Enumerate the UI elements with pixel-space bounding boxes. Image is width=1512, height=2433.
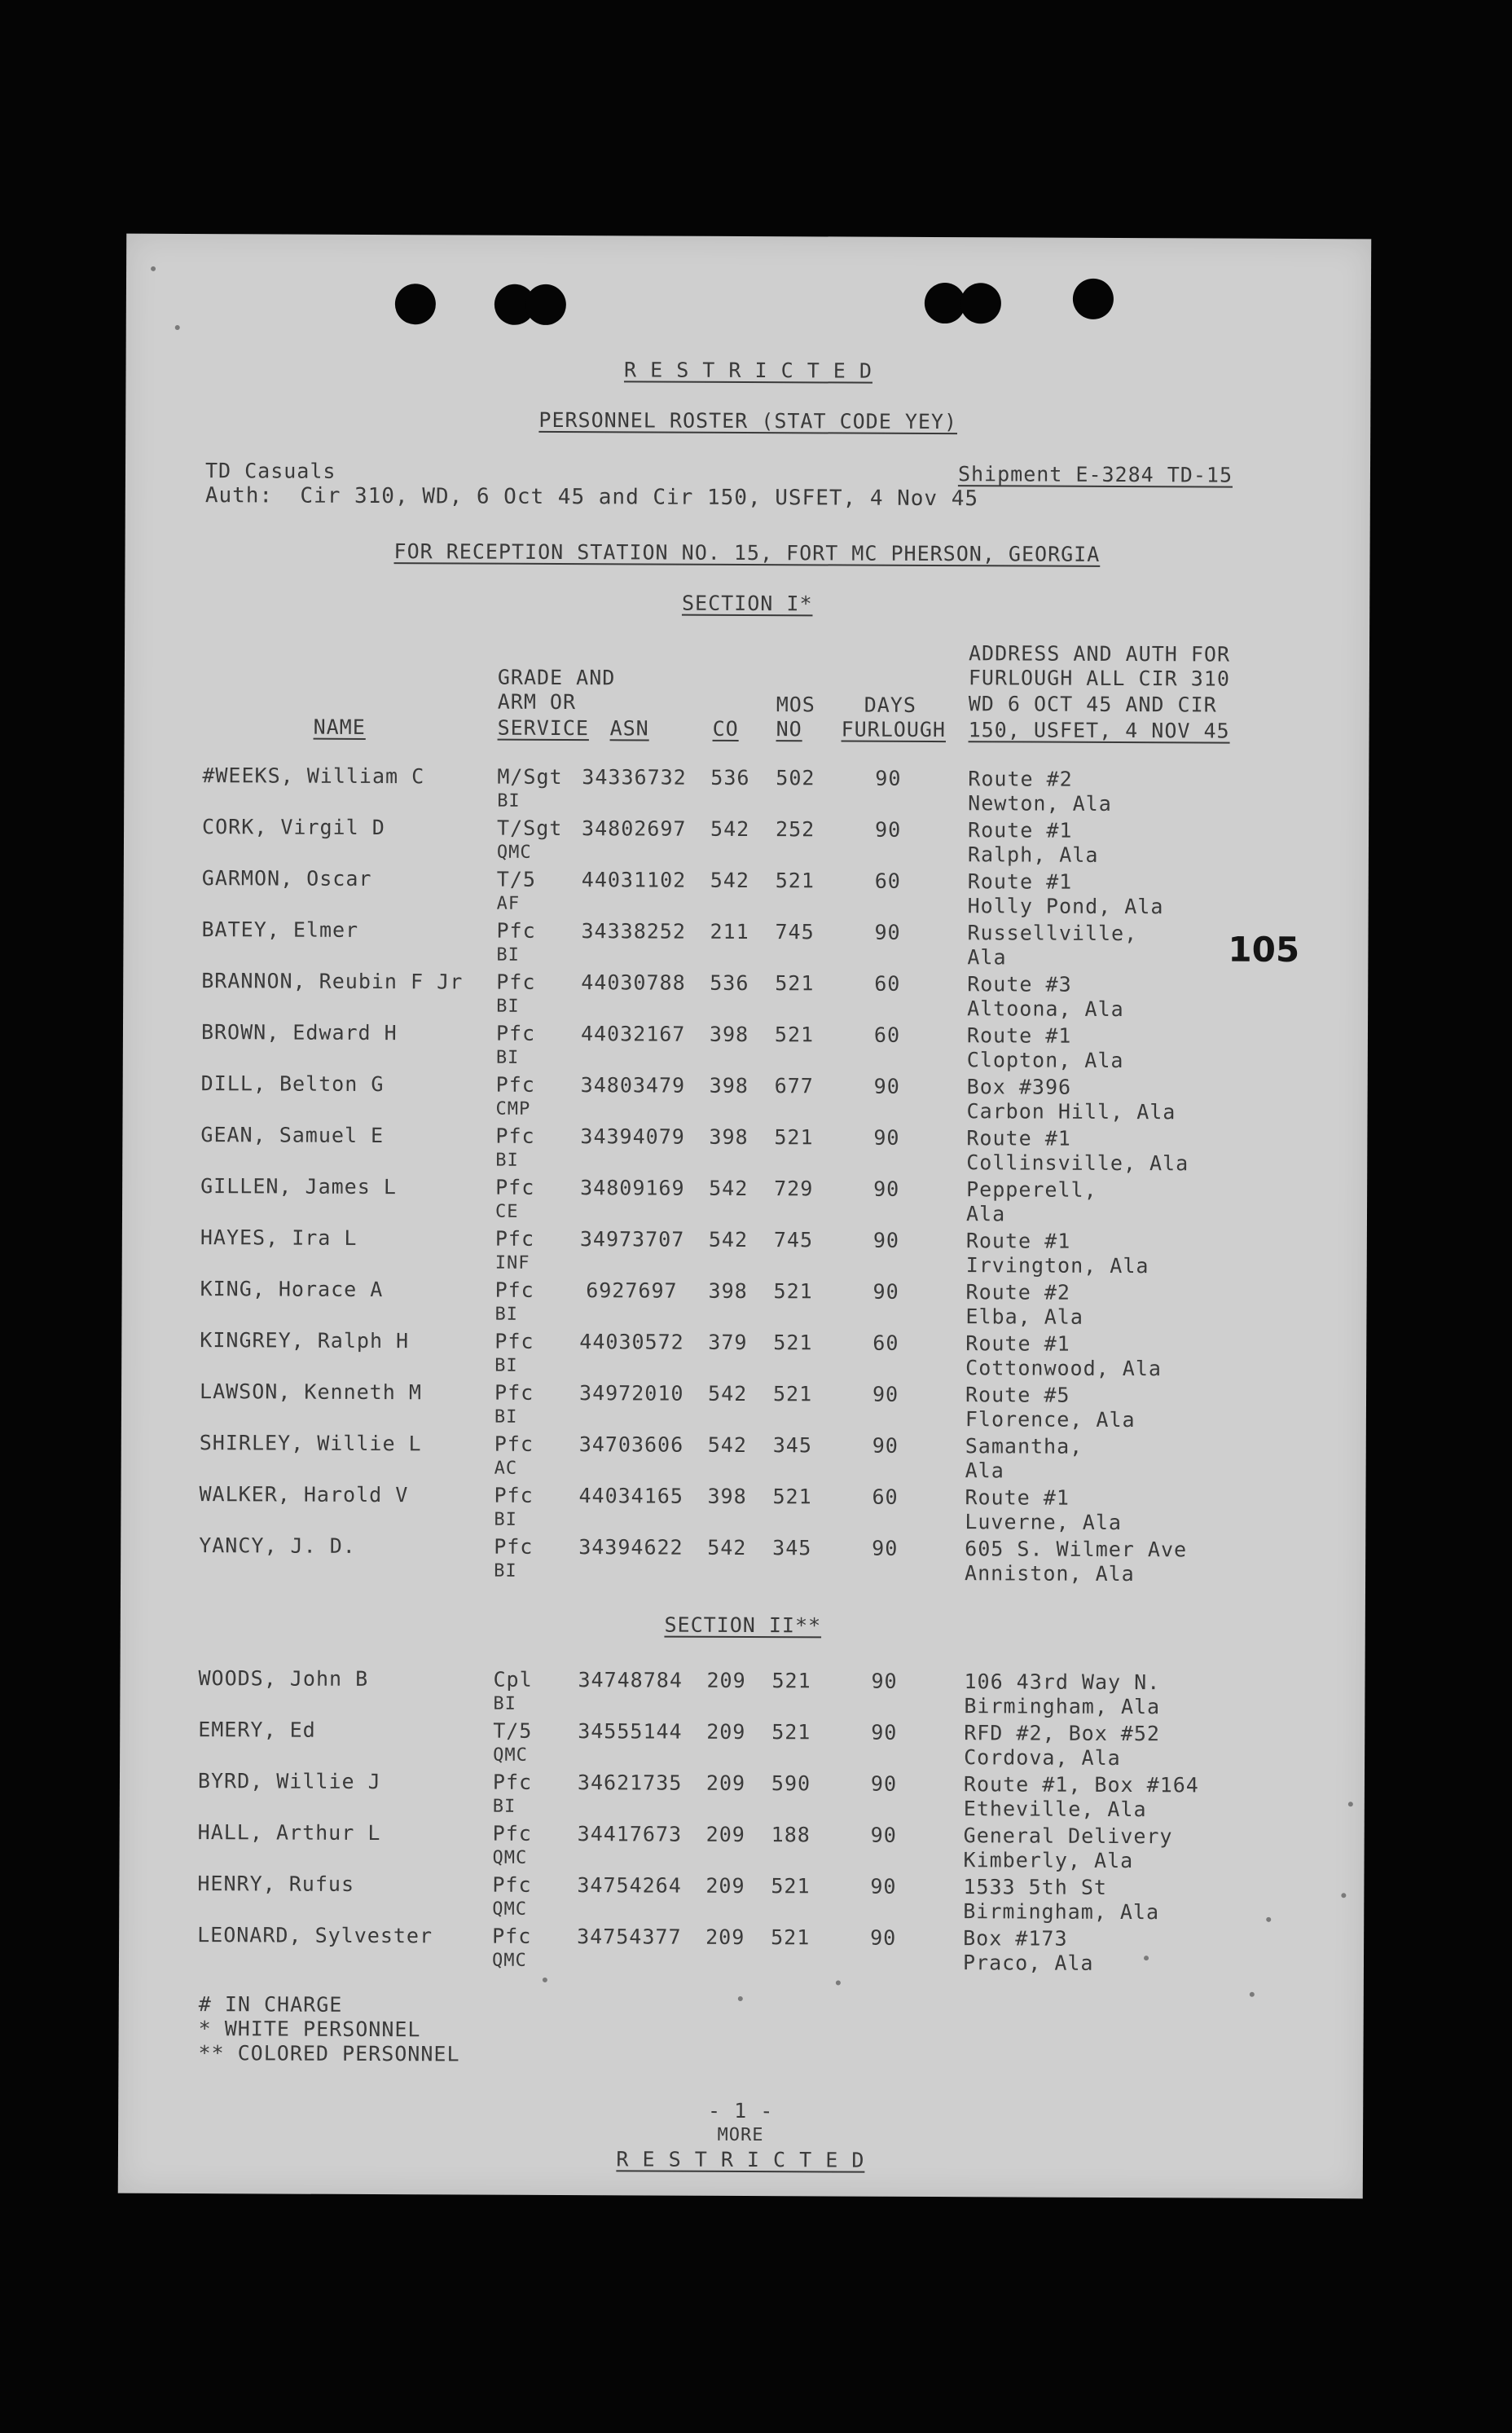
furlough-days: 60	[873, 1023, 901, 1047]
asn-number: 34417673	[577, 1822, 683, 1846]
person-name: GILLEN, James L	[200, 1174, 397, 1199]
legend-colored-personnel: ** COLORED PERSONNEL	[198, 2041, 460, 2066]
mos-number: 502	[776, 766, 815, 790]
address-line2: Luverne, Ala	[965, 1510, 1123, 1535]
speck	[836, 1980, 841, 1985]
asn-number: 34803479	[580, 1073, 686, 1098]
speck	[738, 1996, 743, 2001]
company: 211	[710, 919, 749, 944]
grade: Pfc	[494, 1329, 534, 1353]
person-name: LAWSON, Kenneth M	[199, 1379, 422, 1405]
address-line1: Box #396	[966, 1075, 1072, 1099]
punch-hole	[525, 284, 566, 325]
address-line2: Collinsville, Ala	[966, 1151, 1189, 1176]
asn-number: 34338252	[581, 919, 687, 944]
asn-number: 34394622	[578, 1535, 683, 1560]
furlough-days: 60	[874, 971, 901, 996]
mos-number: 521	[774, 1125, 814, 1150]
address-line2: Birmingham, Ala	[963, 1899, 1160, 1925]
arm-of-service: INF	[494, 1252, 530, 1274]
furlough-days: 90	[873, 1125, 900, 1150]
speck	[1266, 1917, 1271, 1922]
mos-number: 521	[771, 1925, 811, 1950]
arm-of-service: QMC	[492, 1898, 528, 1920]
grade: M/Sgt	[497, 764, 563, 790]
mos-number: 590	[771, 1771, 811, 1796]
col-days-line2: FURLOUGH	[841, 717, 947, 742]
grade: Pfc	[492, 1924, 532, 1948]
address-line1: Route #1	[965, 1229, 1071, 1253]
address-line2: Ralph, Ala	[967, 843, 1099, 867]
col-name: NAME	[313, 715, 366, 739]
asn-number: 34394079	[580, 1124, 685, 1149]
address-line1: Samantha,	[965, 1434, 1083, 1458]
address-line1: Route #2	[965, 1280, 1071, 1304]
furlough-days: 90	[872, 1382, 899, 1406]
arm-of-service: BI	[497, 790, 521, 812]
col-grade-line2: ARM OR	[497, 689, 577, 715]
company: 542	[708, 1227, 749, 1252]
grade: T/5	[496, 867, 537, 891]
grade: Pfc	[492, 1872, 532, 1897]
address-line2: Etheville, Ala	[963, 1797, 1147, 1822]
address-line2: Ala	[965, 1202, 1006, 1226]
furlough-days: 90	[870, 1874, 897, 1898]
furlough-days: 90	[872, 1279, 899, 1304]
address-line2: Birmingham, Ala	[964, 1694, 1161, 1719]
punch-hole	[395, 284, 436, 324]
grade: Pfc	[494, 1534, 534, 1559]
person-name: DILL, Belton G	[200, 1071, 385, 1097]
person-name: GARMON, Oscar	[201, 866, 372, 891]
person-name: KINGREY, Ralph H	[200, 1328, 410, 1353]
asn-number: 34336732	[582, 765, 687, 790]
person-name: EMERY, Ed	[198, 1718, 316, 1742]
company: 398	[708, 1278, 748, 1304]
address-line2: Praco, Ala	[962, 1951, 1094, 1975]
furlough-days: 90	[871, 1720, 898, 1744]
col-mos-line2: NO	[776, 717, 802, 741]
person-name: #WEEKS, William C	[202, 763, 425, 789]
arm-of-service: BI	[495, 1047, 520, 1068]
address-line2: Elba, Ala	[965, 1304, 1083, 1329]
arm-of-service: BI	[492, 1796, 516, 1817]
col-mos-line1: MOS	[776, 693, 815, 717]
company: 209	[705, 1925, 745, 1950]
person-name: HALL, Arthur L	[197, 1820, 381, 1846]
shipment-label: Shipment E-3284 TD-15	[957, 462, 1233, 487]
mos-number: 521	[773, 1279, 813, 1304]
mos-number: 521	[774, 1023, 815, 1047]
speck	[1348, 1802, 1353, 1806]
grade: Pfc	[492, 1821, 532, 1846]
arm-of-service: BI	[493, 1693, 516, 1714]
person-name: YANCY, J. D.	[199, 1533, 356, 1558]
address-line2: Cordova, Ala	[964, 1745, 1121, 1771]
furlough-days: 90	[870, 1823, 897, 1847]
address-line2: Clopton, Ala	[966, 1048, 1124, 1073]
address-line1: Route #1	[967, 869, 1073, 894]
arm-of-service: QMC	[493, 1744, 528, 1766]
col-co: CO	[712, 716, 739, 741]
asn-number: 44034165	[578, 1484, 683, 1508]
grade: Pfc	[494, 1278, 534, 1302]
mos-number: 521	[772, 1382, 813, 1406]
company: 542	[707, 1381, 748, 1406]
grade: Pfc	[495, 1072, 535, 1097]
mos-number: 729	[774, 1177, 814, 1201]
address-line1: Route #1	[965, 1331, 1070, 1356]
col-grade-line3: SERVICE	[497, 715, 590, 741]
person-name: BYRD, Willie J	[197, 1769, 381, 1794]
company: 536	[710, 970, 749, 996]
company: 209	[705, 1873, 745, 1898]
page-number: - 1 -	[708, 2098, 774, 2123]
address-line1: Route #1	[966, 1023, 1072, 1048]
mos-number: 188	[771, 1823, 811, 1847]
furlough-days: 90	[874, 920, 901, 944]
address-line2: Irvington, Ala	[965, 1253, 1149, 1278]
furlough-days: 60	[872, 1331, 899, 1355]
company: 542	[709, 1176, 749, 1201]
document-page	[118, 234, 1371, 2199]
arm-of-service: BI	[496, 996, 520, 1017]
furlough-days: 90	[872, 1228, 900, 1252]
person-name: BROWN, Edward H	[200, 1020, 398, 1045]
address-line1: Route #1	[966, 1126, 1071, 1151]
col-addr-line1: ADDRESS AND AUTH FOR	[968, 641, 1231, 667]
mos-number: 745	[775, 920, 815, 944]
mos-number: 677	[774, 1074, 814, 1098]
grade: Pfc	[492, 1770, 533, 1794]
furlough-days: 90	[870, 1925, 897, 1950]
mos-number: 745	[773, 1228, 814, 1252]
asn-number: 34809169	[580, 1176, 685, 1200]
section-one-heading: SECTION I*	[681, 591, 813, 616]
mos-number: 521	[775, 971, 815, 996]
restricted-heading-bottom: R E S T R I C T E D	[616, 2147, 865, 2172]
asn-number: 6927697	[586, 1278, 678, 1303]
grade: Pfc	[496, 970, 536, 994]
punch-hole	[960, 283, 1001, 323]
address-line1: Route #5	[965, 1383, 1070, 1407]
asn-number: 34748784	[578, 1668, 683, 1692]
asn-number: 44031102	[581, 868, 687, 892]
address-line2: Cottonwood, Ala	[965, 1356, 1163, 1381]
auth-line: Auth: Cir 310, WD, 6 Oct 45 and Cir 150, USFET, 4 Nov 45	[204, 483, 979, 512]
address-line1: Route #3	[967, 972, 1072, 997]
grade: Pfc	[495, 1021, 536, 1045]
asn-number: 44032167	[580, 1022, 686, 1046]
furlough-days: 90	[875, 766, 902, 790]
address-line2: Carbon Hill, Ala	[966, 1099, 1176, 1124]
legend-white-personnel: * WHITE PERSONNEL	[198, 2017, 421, 2042]
speck	[1341, 1893, 1346, 1898]
asn-number: 44030788	[581, 970, 686, 995]
mos-number: 521	[771, 1720, 811, 1744]
company: 536	[710, 765, 750, 790]
handwritten-page-number: 105	[1228, 929, 1300, 970]
punch-hole	[1073, 279, 1114, 319]
legend-in-charge: # IN CHARGE	[198, 1992, 343, 2017]
asn-number: 34754264	[577, 1873, 682, 1898]
col-grade-line1: GRADE AND	[497, 665, 616, 690]
address-line2: Florence, Ala	[965, 1407, 1136, 1432]
arm-of-service: BI	[494, 1560, 517, 1582]
arm-of-service: QMC	[496, 842, 532, 863]
grade: Pfc	[496, 918, 536, 943]
speck	[1144, 1956, 1149, 1960]
person-name: SHIRLEY, Willie L	[199, 1431, 422, 1456]
td-casuals-label: TD Casuals	[204, 459, 336, 483]
furlough-days: 90	[871, 1669, 898, 1693]
speck	[151, 266, 156, 271]
mos-number: 521	[771, 1669, 811, 1693]
grade: Pfc	[495, 1124, 535, 1148]
arm-of-service: BI	[494, 1406, 518, 1428]
grade: Pfc	[495, 1175, 535, 1199]
person-name: WALKER, Harold V	[199, 1482, 409, 1507]
speck	[175, 325, 180, 330]
address-line1: Route #1	[965, 1485, 1070, 1510]
grade: Pfc	[494, 1483, 534, 1507]
more-label: MORE	[717, 2124, 764, 2146]
mos-number: 521	[771, 1874, 811, 1898]
address-line1: 1533 5th St	[963, 1875, 1108, 1899]
restricted-heading-top: R E S T R I C T E D	[623, 358, 873, 383]
person-name: WOODS, John B	[198, 1666, 369, 1691]
furlough-days: 90	[870, 1771, 898, 1796]
arm-of-service: BI	[494, 1304, 519, 1325]
grade: T/Sgt	[497, 816, 563, 841]
company: 542	[707, 1535, 747, 1560]
arm-of-service: CMP	[495, 1098, 531, 1120]
roster-title: PERSONNEL ROSTER (STAT CODE YEY)	[538, 407, 958, 434]
arm-of-service: AF	[496, 893, 521, 914]
asn-number: 34973707	[579, 1227, 685, 1252]
furlough-days: 90	[873, 1074, 900, 1098]
col-addr-line2: FURLOUGH ALL CIR 310	[968, 666, 1230, 691]
company: 542	[710, 816, 750, 842]
address-line2: Holly Pond, Ala	[967, 894, 1164, 919]
address-line2: Kimberly, Ala	[963, 1848, 1134, 1873]
asn-number: 34754377	[577, 1925, 682, 1949]
grade: Cpl	[493, 1667, 533, 1692]
address-line1: Pepperell,	[966, 1177, 1097, 1202]
mos-number: 252	[776, 817, 815, 842]
person-name: CORK, Virgil D	[202, 815, 385, 840]
address-line1: RFD #2, Box #52	[964, 1721, 1161, 1746]
address-line2: Altoona, Ala	[967, 997, 1124, 1022]
furlough-days: 90	[875, 817, 902, 842]
mos-number: 521	[772, 1485, 812, 1509]
furlough-days: 90	[872, 1536, 899, 1560]
person-name: KING, Horace A	[200, 1277, 384, 1302]
address-line1: Russellville,	[967, 921, 1138, 946]
asn-number: 34703606	[578, 1432, 684, 1457]
person-name: GEAN, Samuel E	[200, 1123, 385, 1148]
col-days-line1: DAYS	[864, 693, 917, 717]
company: 398	[707, 1484, 747, 1509]
company: 209	[706, 1668, 746, 1693]
mos-number: 521	[775, 869, 815, 893]
punch-hole	[925, 283, 965, 323]
person-name: BATEY, Elmer	[201, 917, 359, 942]
address-line1: Box #173	[963, 1926, 1068, 1951]
col-addr-line4: 150, USFET, 4 NOV 45	[968, 718, 1230, 743]
asn-number: 34621735	[577, 1771, 683, 1795]
grade: T/5	[493, 1718, 533, 1743]
company: 209	[705, 1822, 745, 1847]
speck	[1250, 1992, 1255, 1997]
reception-station: FOR RECEPTION STATION NO. 15, FORT MC PHERSON, GEORGIA	[393, 539, 1101, 566]
asn-number: 34555144	[578, 1719, 683, 1744]
furlough-days: 60	[874, 869, 901, 893]
arm-of-service: QMC	[491, 1950, 527, 1971]
furlough-days: 60	[872, 1485, 899, 1509]
address-line1: Route #1	[968, 818, 1073, 843]
grade: Pfc	[494, 1226, 535, 1251]
asn-number: 44030572	[579, 1330, 684, 1354]
company: 398	[709, 1124, 749, 1150]
address-line2: Anniston, Ala	[965, 1561, 1135, 1586]
arm-of-service: BI	[494, 1355, 518, 1376]
arm-of-service: AC	[494, 1458, 518, 1479]
col-addr-line3: WD 6 OCT 45 AND CIR	[968, 692, 1217, 717]
arm-of-service: CE	[494, 1201, 519, 1222]
address-line2: Newton, Ala	[968, 791, 1112, 816]
address-line1: General Delivery	[963, 1824, 1173, 1849]
asn-number: 34972010	[578, 1381, 684, 1406]
company: 379	[708, 1330, 748, 1355]
arm-of-service: QMC	[492, 1847, 528, 1868]
section-two-heading: SECTION II**	[664, 1612, 822, 1638]
mos-number: 345	[772, 1536, 812, 1560]
grade: Pfc	[494, 1380, 534, 1405]
address-line2: Ala	[965, 1458, 1004, 1483]
mos-number: 345	[772, 1433, 812, 1458]
address-line1: Route #2	[968, 767, 1073, 791]
person-name: HENRY, Rufus	[197, 1872, 355, 1896]
company: 398	[709, 1073, 749, 1098]
address-line1: Route #1, Box #164	[963, 1772, 1199, 1797]
person-name: LEONARD, Sylvester	[197, 1923, 433, 1948]
arm-of-service: BI	[494, 1509, 517, 1530]
arm-of-service: BI	[495, 1150, 519, 1171]
company: 209	[706, 1719, 746, 1744]
address-line1: 106 43rd Way N.	[964, 1670, 1161, 1695]
furlough-days: 90	[873, 1177, 900, 1201]
mos-number: 521	[773, 1331, 813, 1355]
grade: Pfc	[494, 1432, 534, 1456]
person-name: HAYES, Ira L	[200, 1225, 358, 1250]
company: 542	[707, 1432, 747, 1458]
furlough-days: 90	[872, 1433, 899, 1458]
company: 209	[705, 1771, 746, 1796]
address-line2: Ala	[967, 945, 1007, 970]
address-line1: 605 S. Wilmer Ave	[965, 1537, 1188, 1562]
company: 398	[709, 1022, 749, 1047]
company: 542	[710, 868, 750, 893]
person-name: BRANNON, Reubin F Jr	[201, 969, 464, 994]
arm-of-service: BI	[496, 944, 520, 966]
col-asn: ASN	[609, 716, 649, 741]
speck	[543, 1978, 547, 1982]
asn-number: 34802697	[582, 816, 687, 841]
